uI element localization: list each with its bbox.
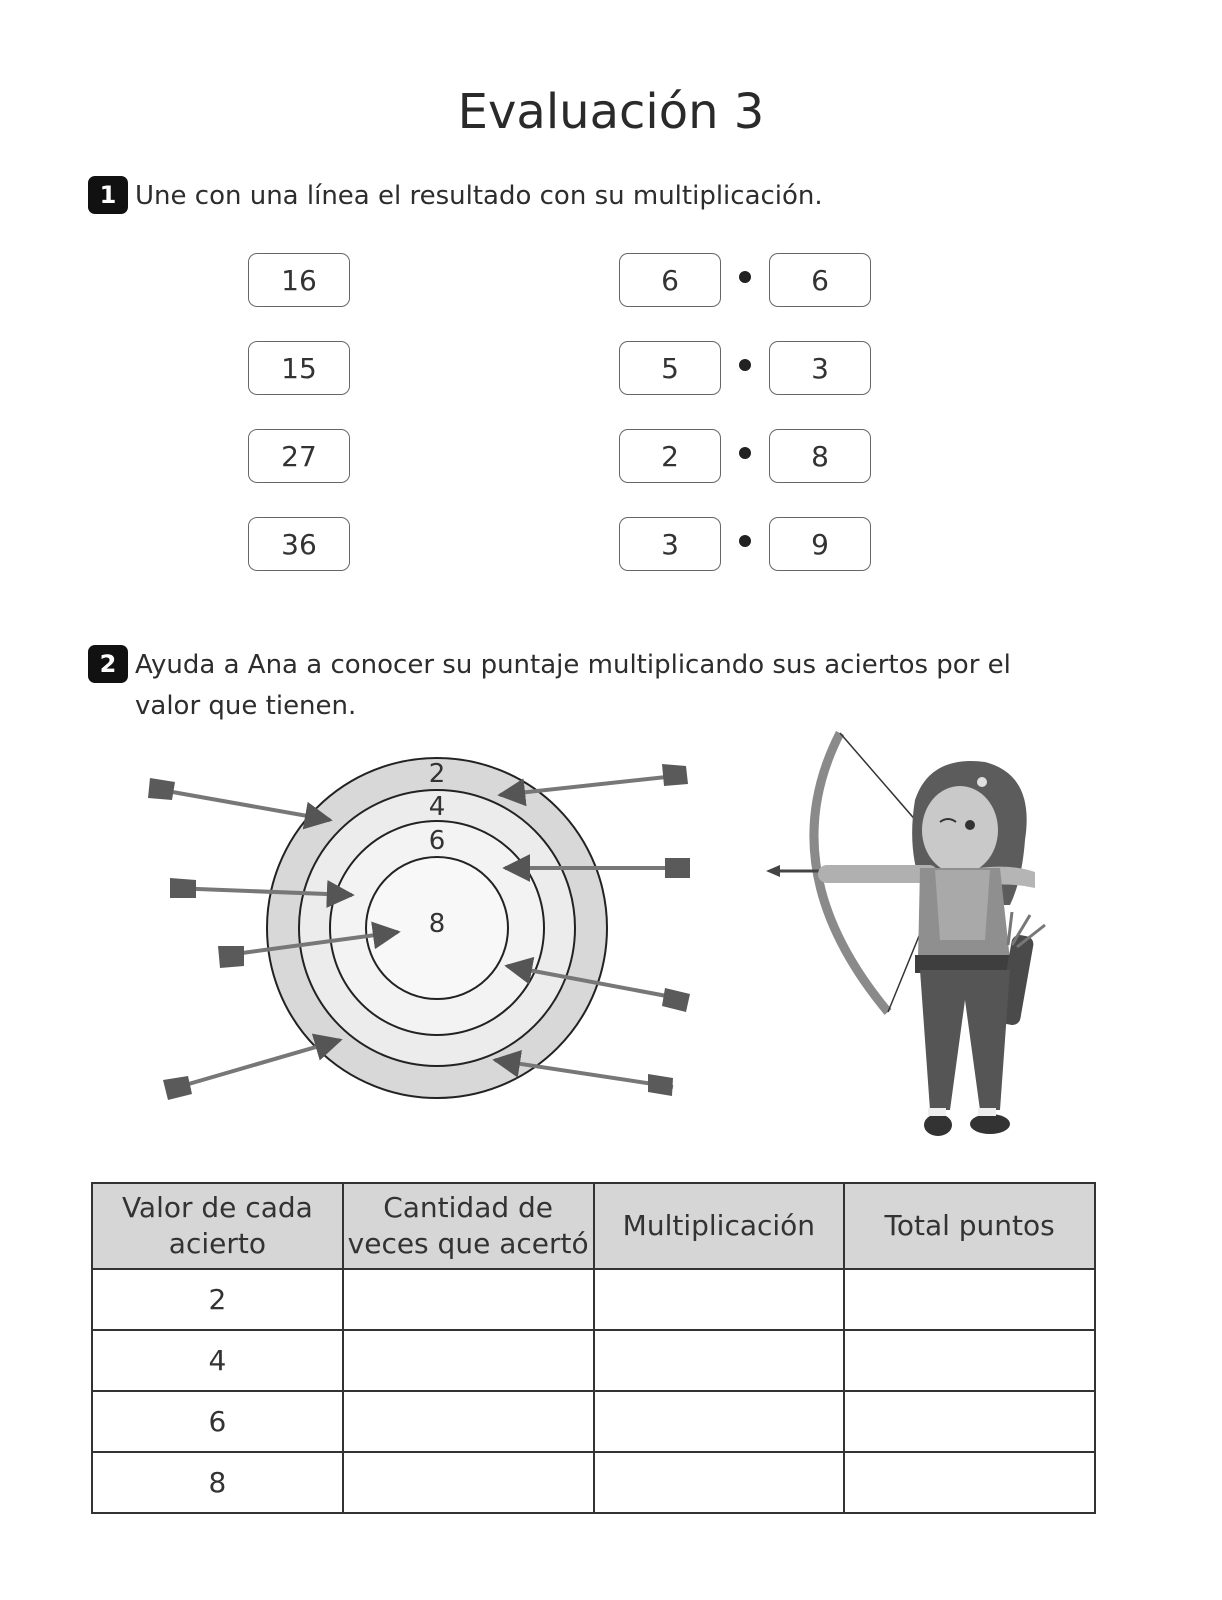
factor-a-box-4[interactable]: 3 [619, 517, 721, 571]
arrow-icon [168, 1040, 340, 1090]
table-row [92, 1269, 1095, 1330]
exercise-2-instruction-line2: valor que tienen. [135, 691, 357, 721]
header-multiplication: Multiplicación [594, 1183, 845, 1269]
factor-b-box-3[interactable]: 8 [769, 429, 871, 483]
total-cell[interactable] [844, 1330, 1095, 1391]
value-cell: 6 [92, 1391, 343, 1452]
multiplication-cell[interactable] [594, 1391, 845, 1452]
ring-label-8: 8 [428, 909, 446, 939]
ring-label-4: 4 [428, 792, 446, 822]
exercise-1-instruction: Une con una línea el resultado con su multiplicación. [135, 181, 823, 211]
result-box-1[interactable]: 16 [248, 253, 350, 307]
page-title: Evaluación 3 [457, 84, 765, 140]
header-count: Cantidad de veces que acertó [343, 1183, 594, 1269]
result-box-4[interactable]: 36 [248, 517, 350, 571]
total-cell[interactable] [844, 1269, 1095, 1330]
factor-b-box-4[interactable]: 9 [769, 517, 871, 571]
exercise-1-number: 1 [88, 176, 128, 214]
table-row [92, 1330, 1095, 1391]
score-table [91, 1182, 1096, 1514]
exercise-2-number: 2 [88, 645, 128, 683]
multiplication-cell[interactable] [594, 1330, 845, 1391]
multiplication-cell[interactable] [594, 1452, 845, 1513]
table-row [92, 1452, 1095, 1513]
factor-a-box-2[interactable]: 5 [619, 341, 721, 395]
ring-label-2: 2 [428, 759, 446, 789]
result-box-2[interactable]: 15 [248, 341, 350, 395]
count-cell[interactable] [343, 1391, 594, 1452]
factor-b-box-2[interactable]: 3 [769, 341, 871, 395]
total-cell[interactable] [844, 1452, 1095, 1513]
factor-a-box-1[interactable]: 6 [619, 253, 721, 307]
arrow-icon [150, 788, 330, 820]
table-row [92, 1391, 1095, 1452]
result-box-3[interactable]: 27 [248, 429, 350, 483]
factor-b-box-1[interactable]: 6 [769, 253, 871, 307]
archer-girl-illustration [766, 733, 1045, 1136]
multiplication-cell[interactable] [594, 1269, 845, 1330]
count-cell[interactable] [343, 1269, 594, 1330]
table-header-row [92, 1183, 1095, 1269]
ring-label-6: 6 [428, 826, 446, 856]
factor-a-box-3[interactable]: 2 [619, 429, 721, 483]
header-value: Valor de cada acierto [92, 1183, 343, 1269]
total-cell[interactable] [844, 1391, 1095, 1452]
value-cell: 4 [92, 1330, 343, 1391]
count-cell[interactable] [343, 1452, 594, 1513]
value-cell: 8 [92, 1452, 343, 1513]
header-total: Total puntos [844, 1183, 1095, 1269]
exercise-2-instruction-line1: Ayuda a Ana a conocer su puntaje multiplicando sus aciertos por el [135, 650, 1011, 680]
value-cell: 2 [92, 1269, 343, 1330]
count-cell[interactable] [343, 1330, 594, 1391]
